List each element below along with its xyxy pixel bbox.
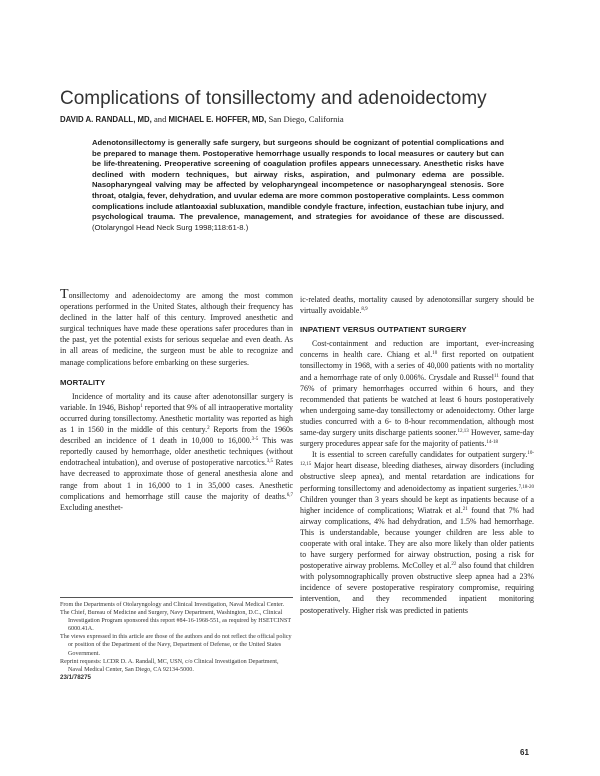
ref-3-5b: 3,5 [266, 459, 274, 465]
footnote-reprint: Reprint requests: LCDR D. A. Randall, MC, USN, c/o Clinical Investigation Department, Naval Medical Center, San Diego, CA 92134-5000. [60, 658, 279, 673]
ref-14-18: 14-18 [486, 440, 498, 446]
page-number: 61 [520, 748, 529, 757]
footnote-sponsor: The Chief, Bureau of Medicine and Surgery, Navy Department, Washington, D.C., Clinical Investigation Program sponsored this report #84-16-1968-551, as required by HSETCINST 6000.41A. [60, 610, 291, 633]
screening-text-2: Major heart disease, bleeding diatheses, airway disorders (including obstructive sleep apnea), and mental retardation are indications for performing tonsillectomy and adenoidectomy as inpatient surgeries. [300, 461, 534, 493]
footnote-code: 23/1/78275 [60, 673, 91, 681]
screening-paragraph [300, 449, 534, 615]
ref-10-15: 10-12,15 [300, 451, 534, 468]
footnotes [60, 601, 293, 682]
ref-3-5: 3-5 [251, 437, 259, 443]
author-conjunction: and [151, 114, 169, 124]
right-column [300, 294, 534, 616]
screening-text-4: found that 7% had airway complications, 4% had dehydration, and 1.5% had hemorrhage. This is understandable, because younger children are less able to cooperate with oral intake. They are also more likely than older patients to have surgery performed for airway obstruction, posing a risk for postoperative airway problems. McColley et al. [300, 505, 534, 571]
ref-2: 2 [207, 426, 210, 432]
ref-11: 11 [494, 373, 499, 379]
screening-text-5: also found that children with polysomnographically proven obstructive sleep apnea had a 23% incidence of severe postoperative respiratory compromise, requiring intervention, and they recommended inpatient monitoring postoperatively. Higher risk was predicted in patients [300, 561, 534, 615]
screening-text-1: It is essential to screen carefully candidates for outpatient surgery. [312, 450, 528, 460]
cost-paragraph [300, 338, 534, 449]
footnote-divider [60, 597, 293, 598]
ref-6-7: 6,7 [286, 492, 293, 498]
footnote-affiliation: From the Departments of Otolaryngology and Clinical Investigation, Naval Medical Center. [60, 602, 285, 608]
cost-text-2: first reported on outpatient tonsillectomy in 1968, with a series of 40,000 patients with no mortality and a hemorrhage rate of only 0.006%. Crysdale and Russel [300, 350, 534, 382]
author-randall: DAVID A. RANDALL, MD, [60, 115, 152, 124]
drop-cap: T [60, 287, 69, 302]
left-column [60, 287, 293, 513]
mortality-text-2: reported that 9% of all intraoperative mortality occurred during tonsillectomy. Anesthetic mortality was reported as high as 1 in 1560 in the middle of this century. [60, 402, 293, 435]
screening-text-3: Children younger than 3 years should be kept as inpatients because of a higher incidence of complications; Wiatrak et al. [300, 494, 534, 515]
continued-text: ic-related deaths, mortality caused by adenotonsillar surgery should be virtually avoidable. [300, 295, 534, 316]
ref-22: 22 [451, 562, 457, 568]
author-location: San Diego, California [266, 114, 344, 124]
ref-21: 21 [462, 506, 468, 512]
author-line [60, 114, 560, 124]
mortality-text-5: Rates have decreased to approximate those of general anesthesia alone and range from about 1 in 16,000 to 1 in 35,000 cases. Anesthetic complications and hemorrhage still cause the majority of deaths. [60, 458, 293, 501]
cost-text-3: found that 76% of primary hemorrhages occurred within 6 hours, and they recommended that patients be watched at least 6 hours postoperatively when undergoing same-day tonsillectomy or adenoidectomy. Other large studies concurred with a 6- to 8-hour recommendation, although most same-day surgery units discharge patients sooner. [300, 372, 535, 438]
ref-8-9: 8,9 [361, 307, 368, 313]
intro-paragraph [60, 287, 293, 368]
cost-text-4: However, same-day surgery procedures appear safe for the majority of patients. [300, 428, 534, 449]
abstract-text: Adenotonsillectomy is generally safe surgery, but surgeons should be cognizant of potential complications and be prepared to manage them. Postoperative hemorrhage usually responds to local measures or cautery but can be life-threatening. Preoperative screening of coagulation profiles appears unnecessary. Anesthetic risks have declined with modern techniques, but airway risks, aspiration, and pulmonary edema are possible. Nasopharyngeal valving may be affected by velopharyngeal incompetence or nasopharyngeal stenosis. Sore throat, otalgia, fever, dehydration, and uvular edema are more common postoperative complaints. Less common complications include atlantoaxial subluxation, mandible condyle fracture, infection, eustachian tube injury, and psychological trauma. The prevalence, management, and strategies for avoidance of these are discussed. [92, 138, 504, 222]
article-title: Complications of tonsillectomy and adenoidectomy [60, 88, 487, 109]
heading-inpatient-outpatient: INPATIENT VERSUS OUTPATIENT SURGERY [300, 325, 467, 335]
mortality-text-6: Excluding anesthet- [60, 502, 123, 512]
ref-10: 10 [432, 351, 438, 357]
footnote-disclaimer: The views expressed in this article are those of the authors and do not reflect the official policy or position of the Department of the Navy, Department of Defense, or the United States Government. [60, 634, 292, 657]
continued-paragraph [300, 294, 534, 316]
heading-mortality: MORTALITY [60, 377, 106, 387]
ref-12-13: 12,13 [457, 429, 469, 435]
abstract-citation: (Otolaryngol Head Neck Surg 1998;118:61-8.) [92, 222, 249, 232]
mortality-text-3: Reports from the 1960s described an incidence of 1 death in 10,000 to 16,000. [60, 425, 293, 446]
abstract [92, 138, 504, 233]
mortality-text-1: Incidence of mortality and its cause after adenotonsillar surgery is variable. In 1946, Bishop [60, 391, 293, 412]
mortality-paragraph [60, 391, 293, 513]
ref-7-20: 7,18-20 [518, 484, 534, 490]
intro-text: onsillectomy and adenoidectomy are among the most common operations performed in the United States, although their frequency has declined in the latter half of this century. Improved anesthetic and surgical techniques have made these operations safer procedures than in the past, yet the potential exists for serious sequelae and even death. As in all areas of medicine, the surgeon must be able to recognize and manage complications before embarking on these surgeries. [60, 291, 293, 367]
author-hoffer: MICHAEL E. HOFFER, MD, [168, 115, 267, 124]
mortality-text-4: This was reportedly caused by hemorrhage, older anesthetic techniques (without endotracheal intubation), and overuse of postoperative narcotics. [60, 436, 293, 468]
cost-text-1: Cost-containment and reduction are important, ever-increasing concerns in health care. Chiang et al. [300, 339, 534, 360]
ref-1: 1 [140, 403, 143, 409]
